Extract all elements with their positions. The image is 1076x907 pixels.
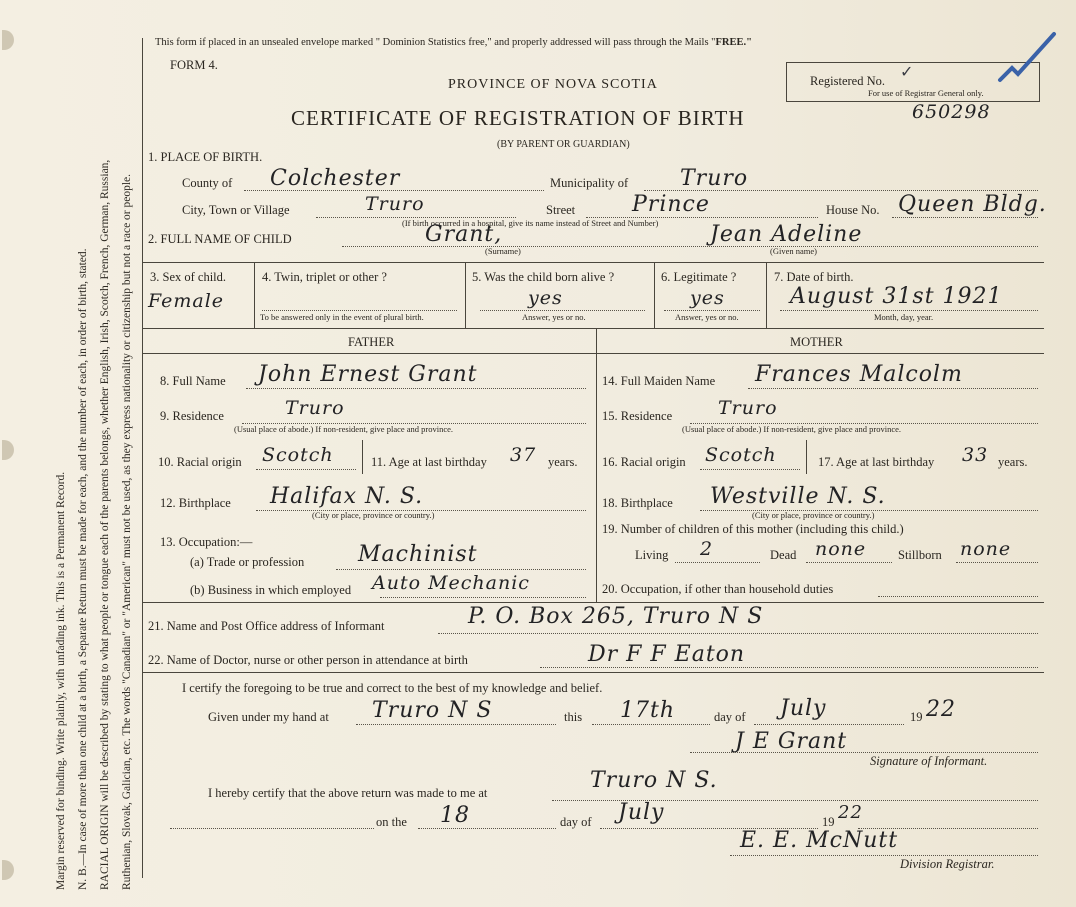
rule: [254, 262, 255, 328]
legitimate-value: yes: [690, 287, 725, 309]
business-value: Auto Mechanic: [372, 572, 530, 594]
given-dayof-label: day of: [714, 710, 746, 724]
rule: [142, 672, 1044, 673]
rule: [465, 262, 466, 328]
county-label: County of: [182, 176, 233, 190]
father-occupation-label: 13. Occupation:—: [160, 535, 253, 549]
street-value: Prince: [632, 192, 710, 217]
certificate-subtitle: (BY PARENT OR GUARDIAN): [497, 139, 630, 150]
children-label: 19. Number of children of this mother (including this child.): [602, 522, 904, 536]
mother-name-value: Frances Malcolm: [755, 362, 963, 387]
rule: [362, 440, 363, 474]
alive-note: Answer, yes or no.: [522, 312, 586, 322]
given-year-prefix: 19: [910, 710, 923, 724]
dob-label: 7. Date of birth.: [774, 270, 854, 284]
dob-note: Month, day, year.: [874, 312, 934, 322]
given-year-value: 22: [926, 697, 956, 722]
doctor-label: 22. Name of Doctor, nurse or other person in attendance at birth: [148, 653, 468, 667]
living-label: Living: [635, 548, 669, 562]
certificate-title: CERTIFICATE OF REGISTRATION OF BIRTH: [291, 106, 745, 130]
margin-line: Ruthenian, Slovak, Galician, etc. The words "Canadian" or "American" must not be used, as they express nationality or citizenship but not a race or people.: [121, 173, 133, 890]
margin-line: RACIAL ORIGIN will be described by stating to what people or tongue each of the parents belongs, whether English, Irish, Scotch, French, German, Russian,: [99, 159, 111, 890]
child-name-label: 2. FULL NAME OF CHILD: [148, 232, 292, 246]
stillborn-line: [956, 562, 1038, 563]
mother-racial-value: Scotch: [705, 444, 777, 466]
margin-line: N. B.—In case of more than one child at a birth, a Separate Return must be made for each, and the number of each, in order of birth, stated.: [77, 248, 89, 890]
given-label: Given under my hand at: [208, 710, 329, 724]
mother-name-label: 14. Full Maiden Name: [602, 374, 716, 388]
father-residence-note: (Usual place of abode.) If non-resident, give place and province.: [234, 424, 454, 434]
informant-signature: J E Grant: [735, 729, 848, 754]
twin-line: [262, 310, 457, 311]
street-label: Street: [546, 203, 576, 217]
father-name-line: [246, 388, 586, 389]
registrar-year-value: 22: [838, 802, 863, 823]
father-birthplace-label: 12. Birthplace: [160, 496, 231, 510]
registered-value: 650298: [912, 101, 991, 123]
margin-line: Margin reserved for binding. Write plainly, with unfading ink. This is a Permanent Record.: [55, 471, 67, 890]
registrar-dayof-label: day of: [560, 815, 592, 829]
rule: [142, 262, 1044, 263]
house-line: [892, 217, 1038, 218]
stillborn-label: Stillborn: [898, 548, 942, 562]
doctor-value: Dr F F Eaton: [588, 642, 746, 667]
form-number: FORM 4.: [170, 58, 218, 72]
father-racial-label: 10. Racial origin: [158, 455, 242, 469]
living-line: [675, 562, 760, 563]
trade-label: (a) Trade or profession: [190, 555, 305, 569]
surname-caption: (Surname): [485, 246, 521, 256]
registrar-day-line: [418, 828, 556, 829]
registered-label: Registered No.: [810, 74, 885, 88]
business-label: (b) Business in which employed: [190, 583, 352, 597]
sex-label: 3. Sex of child.: [150, 270, 227, 284]
mother-occupation-line: [878, 596, 1038, 597]
mother-birthplace-note: (City or place, province or country.): [752, 510, 875, 520]
dead-value: none: [815, 538, 867, 560]
mother-name-line: [748, 388, 1038, 389]
rule: [142, 602, 1044, 603]
father-residence-label: 9. Residence: [160, 409, 224, 423]
mother-racial-label: 16. Racial origin: [602, 455, 686, 469]
province-heading: PROVINCE OF NOVA SCOTIA: [448, 77, 658, 92]
hospital-note: (If birth occurred in a hospital, give its name instead of Street and Number): [402, 218, 659, 228]
legitimate-label: 6. Legitimate ?: [661, 270, 737, 284]
father-age-unit: years.: [548, 455, 578, 469]
municipality-label: Municipality of: [550, 176, 629, 190]
city-value: Truro: [365, 193, 425, 215]
registrar-day-value: 18: [440, 803, 470, 828]
this-label: this: [564, 710, 583, 724]
alive-label: 5. Was the child born alive ?: [472, 270, 615, 284]
registrar-statement: I hereby certify that the above return was made to me at: [208, 786, 488, 800]
father-racial-value: Scotch: [262, 444, 334, 466]
child-surname-value: Grant,: [425, 222, 503, 247]
dead-line: [806, 562, 892, 563]
given-day-line: [592, 724, 710, 725]
legitimate-line: [664, 310, 760, 311]
mother-racial-line: [700, 469, 800, 470]
mother-birthplace-value: Westville N. S.: [710, 484, 886, 509]
twin-label: 4. Twin, triplet or other ?: [262, 270, 387, 284]
mother-age-label: 17. Age at last birthday: [818, 455, 935, 469]
given-month-line: [754, 724, 904, 725]
rule: [806, 440, 807, 474]
alive-line: [480, 310, 645, 311]
rule: [142, 353, 1044, 354]
dead-label: Dead: [770, 548, 797, 562]
mother-heading: MOTHER: [790, 335, 843, 349]
mother-residence-note: (Usual place of abode.) If non-resident, give place and province.: [682, 424, 902, 434]
informant-line: [438, 633, 1038, 634]
registrar-signature: E. E. McNutt: [740, 828, 899, 853]
informant-signature-line: [690, 752, 1038, 753]
twin-note: To be answered only in the event of plural birth.: [260, 312, 424, 322]
registrar-signature-caption: Division Registrar.: [900, 857, 995, 871]
legitimate-note: Answer, yes or no.: [675, 312, 739, 322]
rule: [596, 328, 597, 602]
mother-age-unit: years.: [998, 455, 1028, 469]
father-heading: FATHER: [348, 335, 395, 349]
dob-value: August 31st 1921: [790, 284, 1003, 309]
father-age-value: 37: [510, 444, 537, 466]
father-name-value: John Ernest Grant: [258, 362, 478, 387]
given-place-value: Truro N S: [372, 698, 493, 723]
sex-value: Female: [148, 290, 225, 312]
given-place-line: [356, 724, 556, 725]
father-birthplace-note: (City or place, province or country.): [312, 510, 435, 520]
house-label: House No.: [826, 203, 880, 217]
margin-rule: [142, 38, 143, 878]
father-residence-value: Truro: [285, 397, 345, 419]
rule: [654, 262, 655, 328]
certify-statement: I certify the foregoing to be true and correct to the best of my knowledge and belief.: [182, 681, 603, 695]
mother-residence-value: Truro: [718, 397, 778, 419]
given-day-value: 17th: [620, 698, 676, 723]
dob-line: [780, 310, 1038, 311]
father-racial-line: [256, 469, 356, 470]
city-label: City, Town or Village: [182, 203, 290, 217]
child-given-value: Jean Adeline: [710, 222, 863, 247]
registered-stamp: ✓: [900, 62, 914, 81]
father-name-label: 8. Full Name: [160, 374, 226, 388]
informant-label: 21. Name and Post Office address of Informant: [148, 619, 385, 633]
mother-occupation-label: 20. Occupation, if other than household duties: [602, 582, 834, 596]
registrar-month-value: July: [618, 800, 665, 825]
house-value: Queen Bldg.: [898, 192, 1047, 217]
registered-note: For use of Registrar General only.: [868, 88, 984, 98]
alive-value: yes: [528, 287, 563, 309]
mail-notice: This form if placed in an unsealed envelope marked " Dominion Statistics free," and properly addressed will pass through the Mails "FREE.": [155, 37, 752, 48]
business-line: [380, 597, 586, 598]
checkmark-icon: [996, 28, 1058, 86]
place-of-birth-heading: 1. PLACE OF BIRTH.: [148, 150, 263, 164]
father-age-label: 11. Age at last birthday: [371, 455, 487, 469]
registrar-lead-line: [170, 828, 374, 829]
trade-line: [336, 569, 586, 570]
doctor-line: [540, 667, 1038, 668]
stillborn-value: none: [960, 538, 1012, 560]
on-the-label: on the: [376, 815, 407, 829]
informant-signature-caption: Signature of Informant.: [870, 754, 988, 768]
father-birthplace-value: Halifax N. S.: [270, 484, 424, 509]
informant-value: P. O. Box 265, Truro N S: [468, 604, 764, 629]
margin-instructions: [50, 0, 138, 890]
rule: [766, 262, 767, 328]
mother-age-value: 33: [962, 444, 989, 466]
registrar-year-prefix: 19: [822, 815, 835, 829]
registrar-place-value: Truro N S.: [590, 768, 718, 793]
registrar-signature-line: [730, 855, 1038, 856]
given-month-value: July: [780, 696, 827, 721]
mother-birthplace-label: 18. Birthplace: [602, 496, 673, 510]
living-value: 2: [700, 538, 714, 560]
trade-value: Machinist: [358, 542, 478, 567]
given-caption: (Given name): [770, 246, 817, 256]
rule: [142, 328, 1044, 329]
municipality-value: Truro: [680, 166, 749, 191]
county-value: Colchester: [270, 166, 401, 191]
mother-residence-label: 15. Residence: [602, 409, 673, 423]
